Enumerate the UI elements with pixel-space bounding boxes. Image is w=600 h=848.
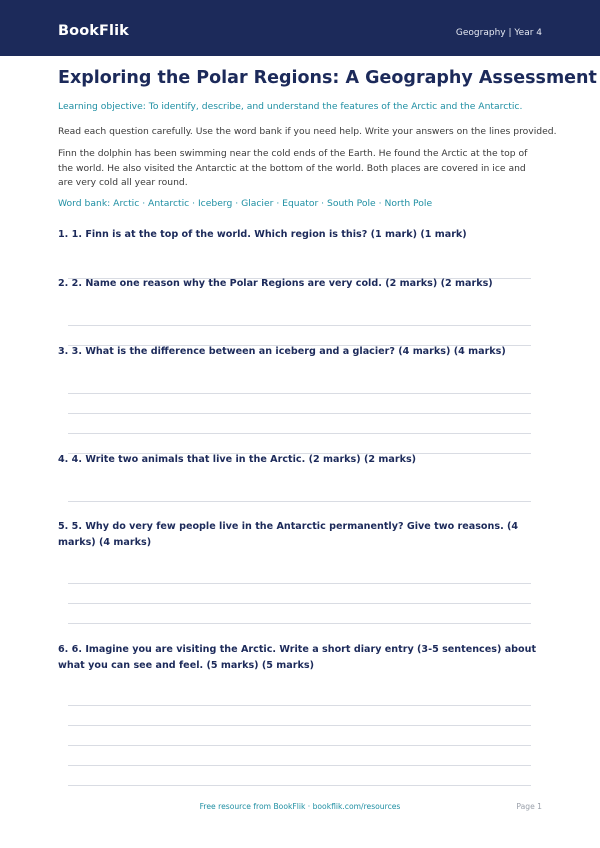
answer-line[interactable] [68,623,531,624]
footer-text: Free resource from BookFlik · bookflik.com/resources [199,802,401,811]
brand-logo: BookFlik [58,23,129,39]
question-3: 3. 3. What is the difference between an iceberg and a glacier? (4 marks) (4 marks) [58,346,506,357]
question-2: 2. 2. Name one reason why the Polar Regions are very cold. (2 marks) (2 marks) [58,278,493,289]
answer-line[interactable] [68,325,531,326]
page-title: Exploring the Polar Regions: A Geography Assessment [58,68,597,88]
answer-line[interactable] [68,433,531,434]
answer-line[interactable] [68,501,531,502]
answer-line[interactable] [68,603,531,604]
answer-line[interactable] [68,393,531,394]
answer-line[interactable] [68,745,531,746]
answer-line[interactable] [68,785,531,786]
page-header [0,0,600,56]
word-bank: Word bank: Arctic · Antarctic · Iceberg · Glacier · Equator · South Pole · North Pole [58,198,433,209]
answer-line[interactable] [68,765,531,766]
subject-year-label: Geography | Year 4 [455,28,542,38]
instructions: Read each question carefully. Use the word bank if you need help. Write your answers on the lines provided. [58,126,557,137]
question-6: 6. 6. Imagine you are visiting the Arctic. Write a short diary entry (3-5 sentences) about what you can see and feel. (5 marks) (5 marks) [58,644,537,671]
question-4: 4. 4. Write two animals that live in the Arctic. (2 marks) (2 marks) [58,454,417,465]
question-5: 5. 5. Why do very few people live in the Antarctic permanently? Give two reasons. (4 marks) (4 marks) [58,521,519,548]
answer-line[interactable] [68,705,531,706]
answer-line[interactable] [68,725,531,726]
question-1: 1. 1. Finn is at the top of the world. Which region is this? (1 mark) (1 mark) [58,229,467,240]
page-number: Page 1 [516,802,542,811]
answer-line[interactable] [68,583,531,584]
reading-passage: Finn the dolphin has been swimming near the cold ends of the Earth. He found the Arctic at the top of the world. He also visited the Antarctic at the bottom of the world. Both places are covered in ice and are very cold all year round. [58,148,528,188]
learning-objective: Learning objective: To identify, describe, and understand the features of the Arctic and the Antarctic. [58,101,523,112]
answer-line[interactable] [68,413,531,414]
